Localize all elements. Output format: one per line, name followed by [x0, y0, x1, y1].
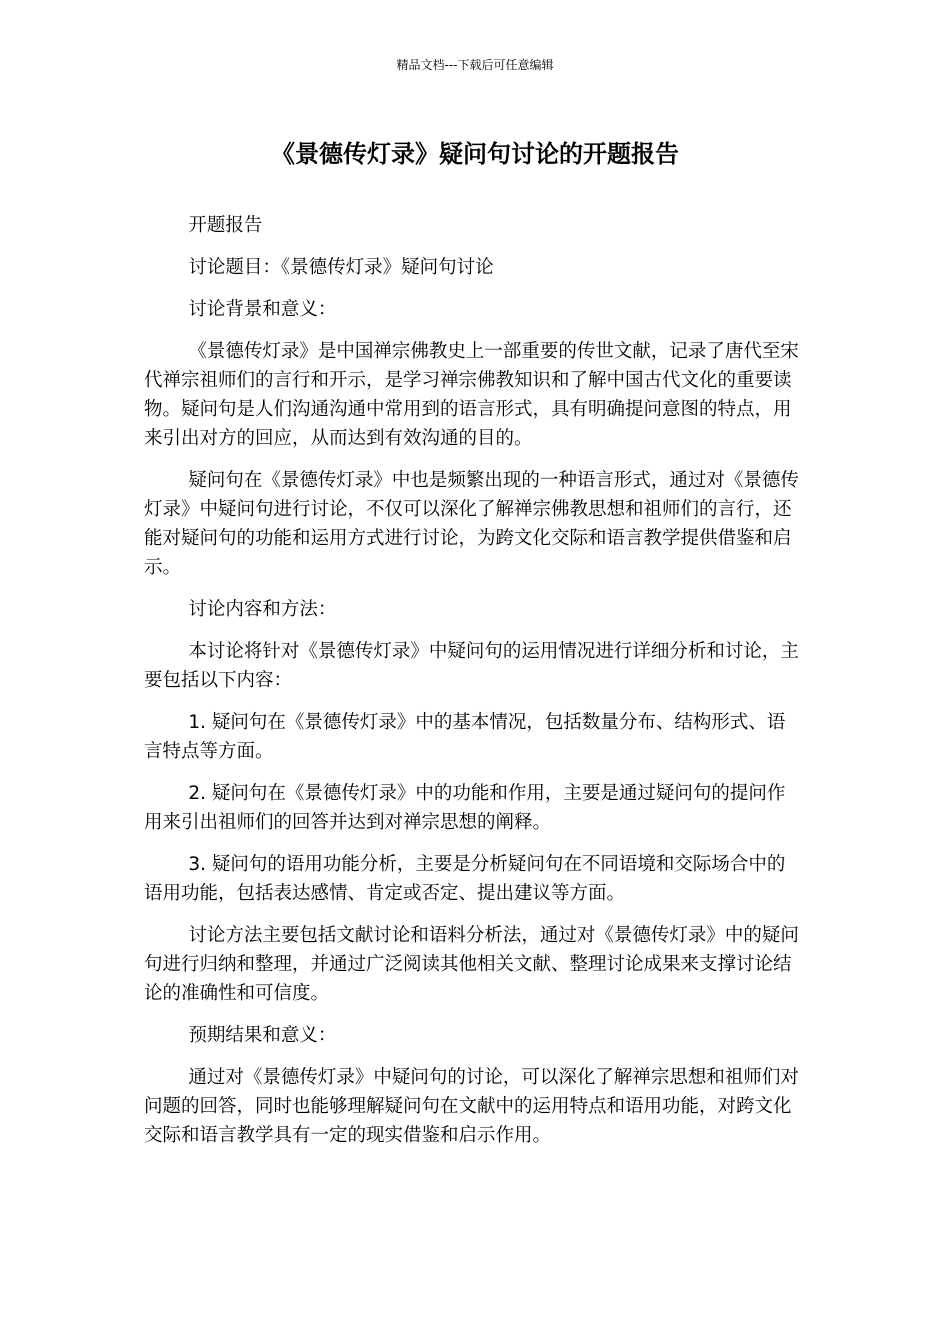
list-item-1: 1. 疑问句在《景德传灯录》中的基本情况，包括数量分布、结构形式、语言特点等方面。 — [144, 712, 786, 762]
paragraph-content-intro: 本讨论将针对《景德传灯录》中疑问句的运用情况进行详细分析和讨论，主要包括以下内容： — [144, 641, 799, 691]
paragraph-method: 讨论方法主要包括文献讨论和语料分析法，通过对《景德传灯录》中的疑问句进行归纳和整理，并通过广泛阅读其他相关文献、整理讨论成果来支撑讨论结论的准确性和可信度。 — [144, 925, 799, 1004]
section-heading-content-method: 讨论内容和方法： — [188, 599, 337, 620]
paragraph-expected-results: 通过对《景德传灯录》中疑问句的讨论，可以深化了解禅宗思想和祖师们对问题的回答，同时也能够理解疑问句在文献中的运用特点和语用功能，对跨文化交际和语言教学具有一定的现实借鉴和启示作用。 — [144, 1067, 799, 1146]
list-item-3: 3. 疑问句的语用功能分析，主要是分析疑问句在不同语境和交际场合中的语用功能，包括表达感情、肯定或否定、提出建议等方面。 — [144, 854, 786, 904]
section-heading-expected-results: 预期结果和意义： — [188, 1025, 337, 1046]
document-body — [144, 211, 800, 1163]
document-title: 《景德传灯录》疑问句讨论的开题报告 — [271, 140, 679, 168]
paragraph-topic: 讨论题目：《景德传灯录》疑问句讨论 — [188, 257, 494, 278]
list-item-2: 2. 疑问句在《景德传灯录》中的功能和作用，主要是通过疑问句的提问作用来引出祖师们的回答并达到对禅宗思想的阐释。 — [144, 783, 786, 833]
paragraph-background-2: 疑问句在《景德传灯录》中也是频繁出现的一种语言形式，通过对《景德传灯录》中疑问句进行讨论，不仅可以深化了解禅宗佛教思想和祖师们的言行，还能对疑问句的功能和运用方式进行讨论，为跨文化交际和语言教学提供借鉴和启示。 — [144, 470, 799, 578]
paragraph-background-1: 《景德传灯录》是中国禅宗佛教史上一部重要的传世文献，记录了唐代至宋代禅宗祖师们的言行和开示，是学习禅宗佛教知识和了解中国古代文化的重要读物。疑问句是人们沟通沟通中常用到的语言形式，具有明确提问意图的特点，用来引出对方的回应，从而达到有效沟通的目的。 — [144, 341, 799, 449]
paragraph-label-report: 开题报告 — [188, 215, 263, 236]
section-heading-background: 讨论背景和意义： — [188, 299, 337, 320]
page-header-note: 精品文档---下载后可任意编辑 — [396, 58, 554, 72]
